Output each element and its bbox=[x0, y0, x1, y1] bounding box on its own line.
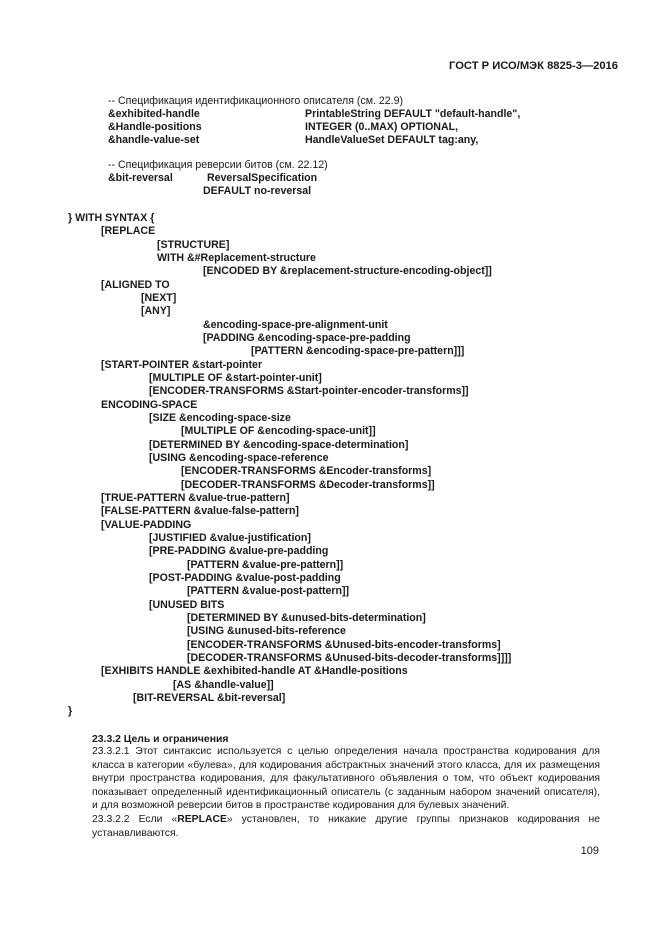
syntax-line: [ENCODER-TRANSFORMS &Encoder-transforms] bbox=[181, 465, 432, 477]
syntax-line: [NEXT] bbox=[141, 292, 177, 304]
syntax-line: [DECODER-TRANSFORMS &Unused-bits-decoder-transforms]]]] bbox=[187, 652, 512, 664]
field-type: ReversalSpecification bbox=[207, 172, 318, 184]
syntax-line: [VALUE-PADDING bbox=[101, 519, 192, 531]
syntax-line: } bbox=[68, 705, 73, 717]
syntax-line: [ANY] bbox=[141, 305, 171, 317]
field-type: PrintableString DEFAULT "default-handle", bbox=[305, 108, 521, 120]
paragraph-text: » установлен, то никакие другие группы признаков кодирования не устанавливаются. bbox=[92, 814, 600, 839]
page-number: 109 bbox=[580, 845, 599, 857]
field-name: &bit-reversal bbox=[108, 172, 173, 184]
syntax-line: [ENCODED BY &replacement-structure-encoding-object]] bbox=[203, 265, 492, 277]
syntax-line: [ENCODER-TRANSFORMS &Start-pointer-encoder-transforms]] bbox=[149, 385, 469, 397]
syntax-line: [ENCODER-TRANSFORMS &Unused-bits-encoder-transforms] bbox=[187, 639, 501, 651]
syntax-line: } WITH SYNTAX { bbox=[68, 212, 155, 224]
syntax-line: [STRUCTURE] bbox=[157, 239, 230, 251]
syntax-line: [USING &unused-bits-reference bbox=[187, 625, 346, 637]
syntax-line: [BIT-REVERSAL &bit-reversal] bbox=[133, 692, 286, 704]
syntax-line: [REPLACE bbox=[101, 225, 156, 237]
field-name: &Handle-positions bbox=[108, 121, 202, 133]
field-name: &handle-value-set bbox=[108, 134, 200, 146]
document-header: ГОСТ Р ИСО/МЭК 8825-3—2016 bbox=[449, 60, 618, 72]
syntax-line: [DECODER-TRANSFORMS &Decoder-transforms]] bbox=[181, 479, 435, 491]
syntax-line: [START-POINTER &start-pointer bbox=[101, 359, 263, 371]
comment-handle-spec: -- Спецификация идентификационного описателя (см. 22.9) bbox=[108, 95, 404, 107]
syntax-line: [PATTERN &value-pre-pattern]] bbox=[187, 559, 344, 571]
syntax-line: [FALSE-PATTERN &value-false-pattern] bbox=[101, 505, 299, 517]
syntax-line: [TRUE-PATTERN &value-true-pattern] bbox=[101, 492, 290, 504]
syntax-line: ENCODING-SPACE bbox=[101, 399, 198, 411]
syntax-line: [POST-PADDING &value-post-padding bbox=[149, 572, 341, 584]
syntax-line: [PADDING &encoding-space-pre-padding bbox=[203, 332, 411, 344]
syntax-line: [SIZE &encoding-space-size bbox=[149, 412, 291, 424]
syntax-line: &encoding-space-pre-alignment-unit bbox=[203, 319, 388, 331]
comment-bit-reversal: -- Спецификация реверсии битов (см. 22.12) bbox=[108, 159, 328, 171]
syntax-line: [EXHIBITS HANDLE &exhibited-handle AT &Handle-positions bbox=[101, 665, 408, 677]
field-type: INTEGER (0..MAX) OPTIONAL, bbox=[305, 121, 459, 133]
syntax-line: [MULTIPLE OF &start-pointer-unit] bbox=[149, 372, 322, 384]
syntax-line: WITH &#Replacement-structure bbox=[157, 252, 316, 264]
field-default: DEFAULT no-reversal bbox=[203, 185, 312, 197]
syntax-line: [USING &encoding-space-reference bbox=[149, 452, 329, 464]
syntax-line: [ALIGNED TO bbox=[101, 279, 170, 291]
paragraph-text: 23.3.2.2 Если « bbox=[92, 814, 178, 825]
syntax-line: [DETERMINED BY &encoding-space-determination] bbox=[149, 439, 409, 451]
syntax-line: [UNUSED BITS bbox=[149, 599, 225, 611]
field-type: HandleValueSet DEFAULT tag:any, bbox=[305, 134, 479, 146]
keyword: REPLACE bbox=[177, 814, 227, 825]
syntax-line: [PATTERN &encoding-space-pre-pattern]]] bbox=[251, 345, 465, 357]
section-heading: 23.3.2 Цель и ограничения bbox=[92, 734, 229, 745]
syntax-line: [AS &handle-value]] bbox=[173, 679, 274, 691]
field-name: &exhibited-handle bbox=[108, 108, 200, 120]
syntax-line: [MULTIPLE OF &encoding-space-unit]] bbox=[181, 425, 376, 437]
syntax-line: [PATTERN &value-post-pattern]] bbox=[187, 585, 350, 597]
paragraph-text: 23.3.2.1 Этот синтаксис используется с целью определения начала пространства кодирования для класса в категории «булева», для кодирования абстрактных значений этого класса, для их размещения внутри пространства кодирования, для факультативного объявления о том, что объект кодирования показывает определенный идентификационный описатель (с заданным набором значений описателя), и для возможной реверсии битов в пространстве кодирования для булевых значений. bbox=[92, 746, 600, 812]
syntax-line: [JUSTIFIED &value-justification] bbox=[149, 532, 311, 544]
paragraph bbox=[92, 813, 600, 840]
paragraph bbox=[92, 745, 600, 813]
syntax-line: [PRE-PADDING &value-pre-padding bbox=[149, 545, 329, 557]
syntax-line: [DETERMINED BY &unused-bits-determination] bbox=[187, 612, 426, 624]
